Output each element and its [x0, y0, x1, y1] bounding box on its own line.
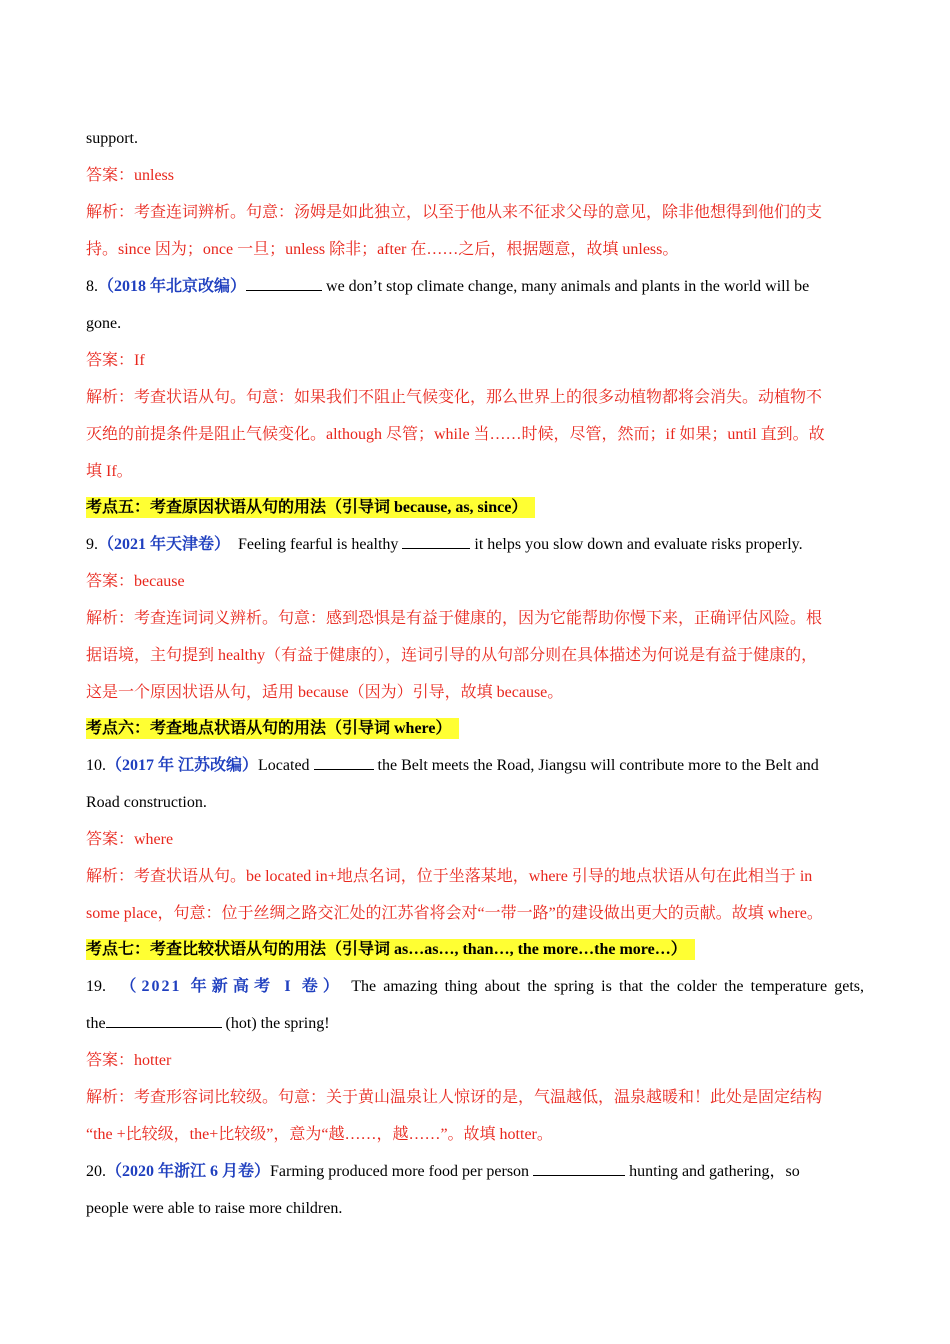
q10-number: 10.	[86, 757, 106, 774]
q9-source: （2021 年天津卷）	[98, 536, 231, 553]
q10-stem-part-a: Located	[258, 757, 310, 774]
q19-stem-part-b: (hot) the spring!	[225, 1015, 330, 1032]
section-6-title: 考点六：考查地点状语从句的用法（引导词 where）	[86, 718, 459, 739]
section-5-heading	[86, 490, 864, 526]
q20-source: （2020 年浙江 6 月卷）	[106, 1163, 271, 1180]
q8-stem-line-2: gone.	[86, 315, 122, 332]
q8-analysis-line-3: 填 If。	[86, 463, 133, 480]
q9-number: 9.	[86, 536, 98, 553]
q20-stem-line-1	[86, 1153, 864, 1190]
section-7-heading	[86, 932, 864, 968]
q8-answer: 答案：If	[86, 352, 145, 369]
q9-analysis-line-2: 据语境，主句提到 healthy（有益于健康的），连词引导的从句部分则在具体描述为何说是有益于健康的，	[86, 647, 818, 664]
q9-analysis-line-1: 解析：考查连词词义辨析。句意：感到恐惧是有益于健康的，因为它能帮助你慢下来，正确评估风险。根	[86, 610, 823, 627]
q19-stem-part-a: the	[86, 1015, 106, 1032]
q9-analysis-line-3: 这是一个原因状语从句，适用 because（因为）引导，故填 because。	[86, 684, 564, 701]
q19-stem-line-1	[86, 968, 864, 1005]
q9-answer: 答案：because	[86, 573, 185, 590]
section-5-title: 考点五：考查原因状语从句的用法（引导词 because, as, since）	[86, 497, 535, 518]
q19-stem-text: The amazing thing about the spring is that the colder the temperature gets,	[351, 978, 865, 995]
q10-analysis-line-1: 解析：考查状语从句。be located in+地点名词，位于坐落某地，where 引导的地点状语从句在此相当于 in	[86, 868, 813, 885]
q8-analysis-line-1: 解析：考查状语从句。句意：如果我们不阻止气候变化，那么世界上的很多动植物都将会消失。动植物不	[86, 389, 823, 406]
q8-analysis-line-2: 灭绝的前提条件是阻止气候变化。although 尽管；while 当……时候，尽管，然而；if 如果；until 直到。故	[86, 426, 825, 443]
q10-stem-line-1	[86, 747, 864, 784]
q9-stem-part-a: Feeling fearful is healthy	[238, 536, 399, 553]
q7-answer: 答案：unless	[86, 167, 175, 184]
q20-stem-part-b: hunting and gathering，so	[629, 1163, 800, 1180]
q19-answer: 答案：hotter	[86, 1052, 172, 1069]
q7-stem-tail: support.	[86, 130, 138, 147]
q19-number: 19.	[86, 978, 106, 995]
q20-stem-part-a: Farming produced more food per person	[270, 1163, 530, 1180]
q19-analysis-line-1: 解析：考查形容词比较级。句意：关于黄山温泉让人惊讶的是，气温越低，温泉越暖和！此处是固定结构	[86, 1089, 823, 1106]
q8-answer-blank	[246, 276, 322, 291]
q10-stem-part-b: the Belt meets the Road, Jiangsu will contribute more to the Belt and	[377, 757, 819, 774]
q7-analysis-line-2: 持。since 因为；once 一旦；unless 除非；after 在……之后，根据题意，故填 unless。	[86, 241, 679, 258]
q20-number: 20.	[86, 1163, 106, 1180]
q9-answer-blank	[402, 534, 470, 549]
q19-stem-line-2	[86, 1005, 864, 1042]
q19-analysis-line-2: “the +比较级，the+比较级”，意为“越……，越……”。故填 hotter。	[86, 1126, 553, 1143]
q7-analysis-line-1: 解析：考查连词辨析。句意：汤姆是如此独立，以至于他从来不征求父母的意见，除非他想得到他们的支	[86, 204, 823, 221]
q20-answer-blank	[533, 1161, 625, 1176]
q8-stem-line-1	[86, 268, 864, 305]
exercise-content	[86, 120, 864, 1227]
q10-analysis-line-2: some place，句意：位于丝绸之路交汇处的江苏省将会对“一带一路”的建设做出更大的贡献。故填 where。	[86, 905, 823, 922]
q8-number: 8.	[86, 278, 98, 295]
section-6-heading	[86, 711, 864, 747]
q8-source: （2018 年北京改编）	[98, 278, 247, 295]
section-7-title: 考点七：考查比较状语从句的用法（引导词 as…as…, than…, the more…the more…）	[86, 939, 695, 960]
q19-answer-blank	[106, 1013, 222, 1028]
q10-source: （2017 年 江苏改编）	[106, 757, 259, 774]
q9-stem	[86, 526, 864, 563]
q10-answer-blank	[314, 755, 374, 770]
q10-stem-line-2: Road construction.	[86, 794, 207, 811]
q20-stem-line-2: people were able to raise more children.	[86, 1200, 343, 1217]
q9-stem-part-b: it helps you slow down and evaluate risks properly.	[474, 536, 803, 553]
q19-source: （2021 年新高考 I 卷）	[120, 978, 345, 995]
q10-answer: 答案：where	[86, 831, 174, 848]
q8-stem-text: we don’t stop climate change, many animals and plants in the world will be	[326, 278, 810, 295]
